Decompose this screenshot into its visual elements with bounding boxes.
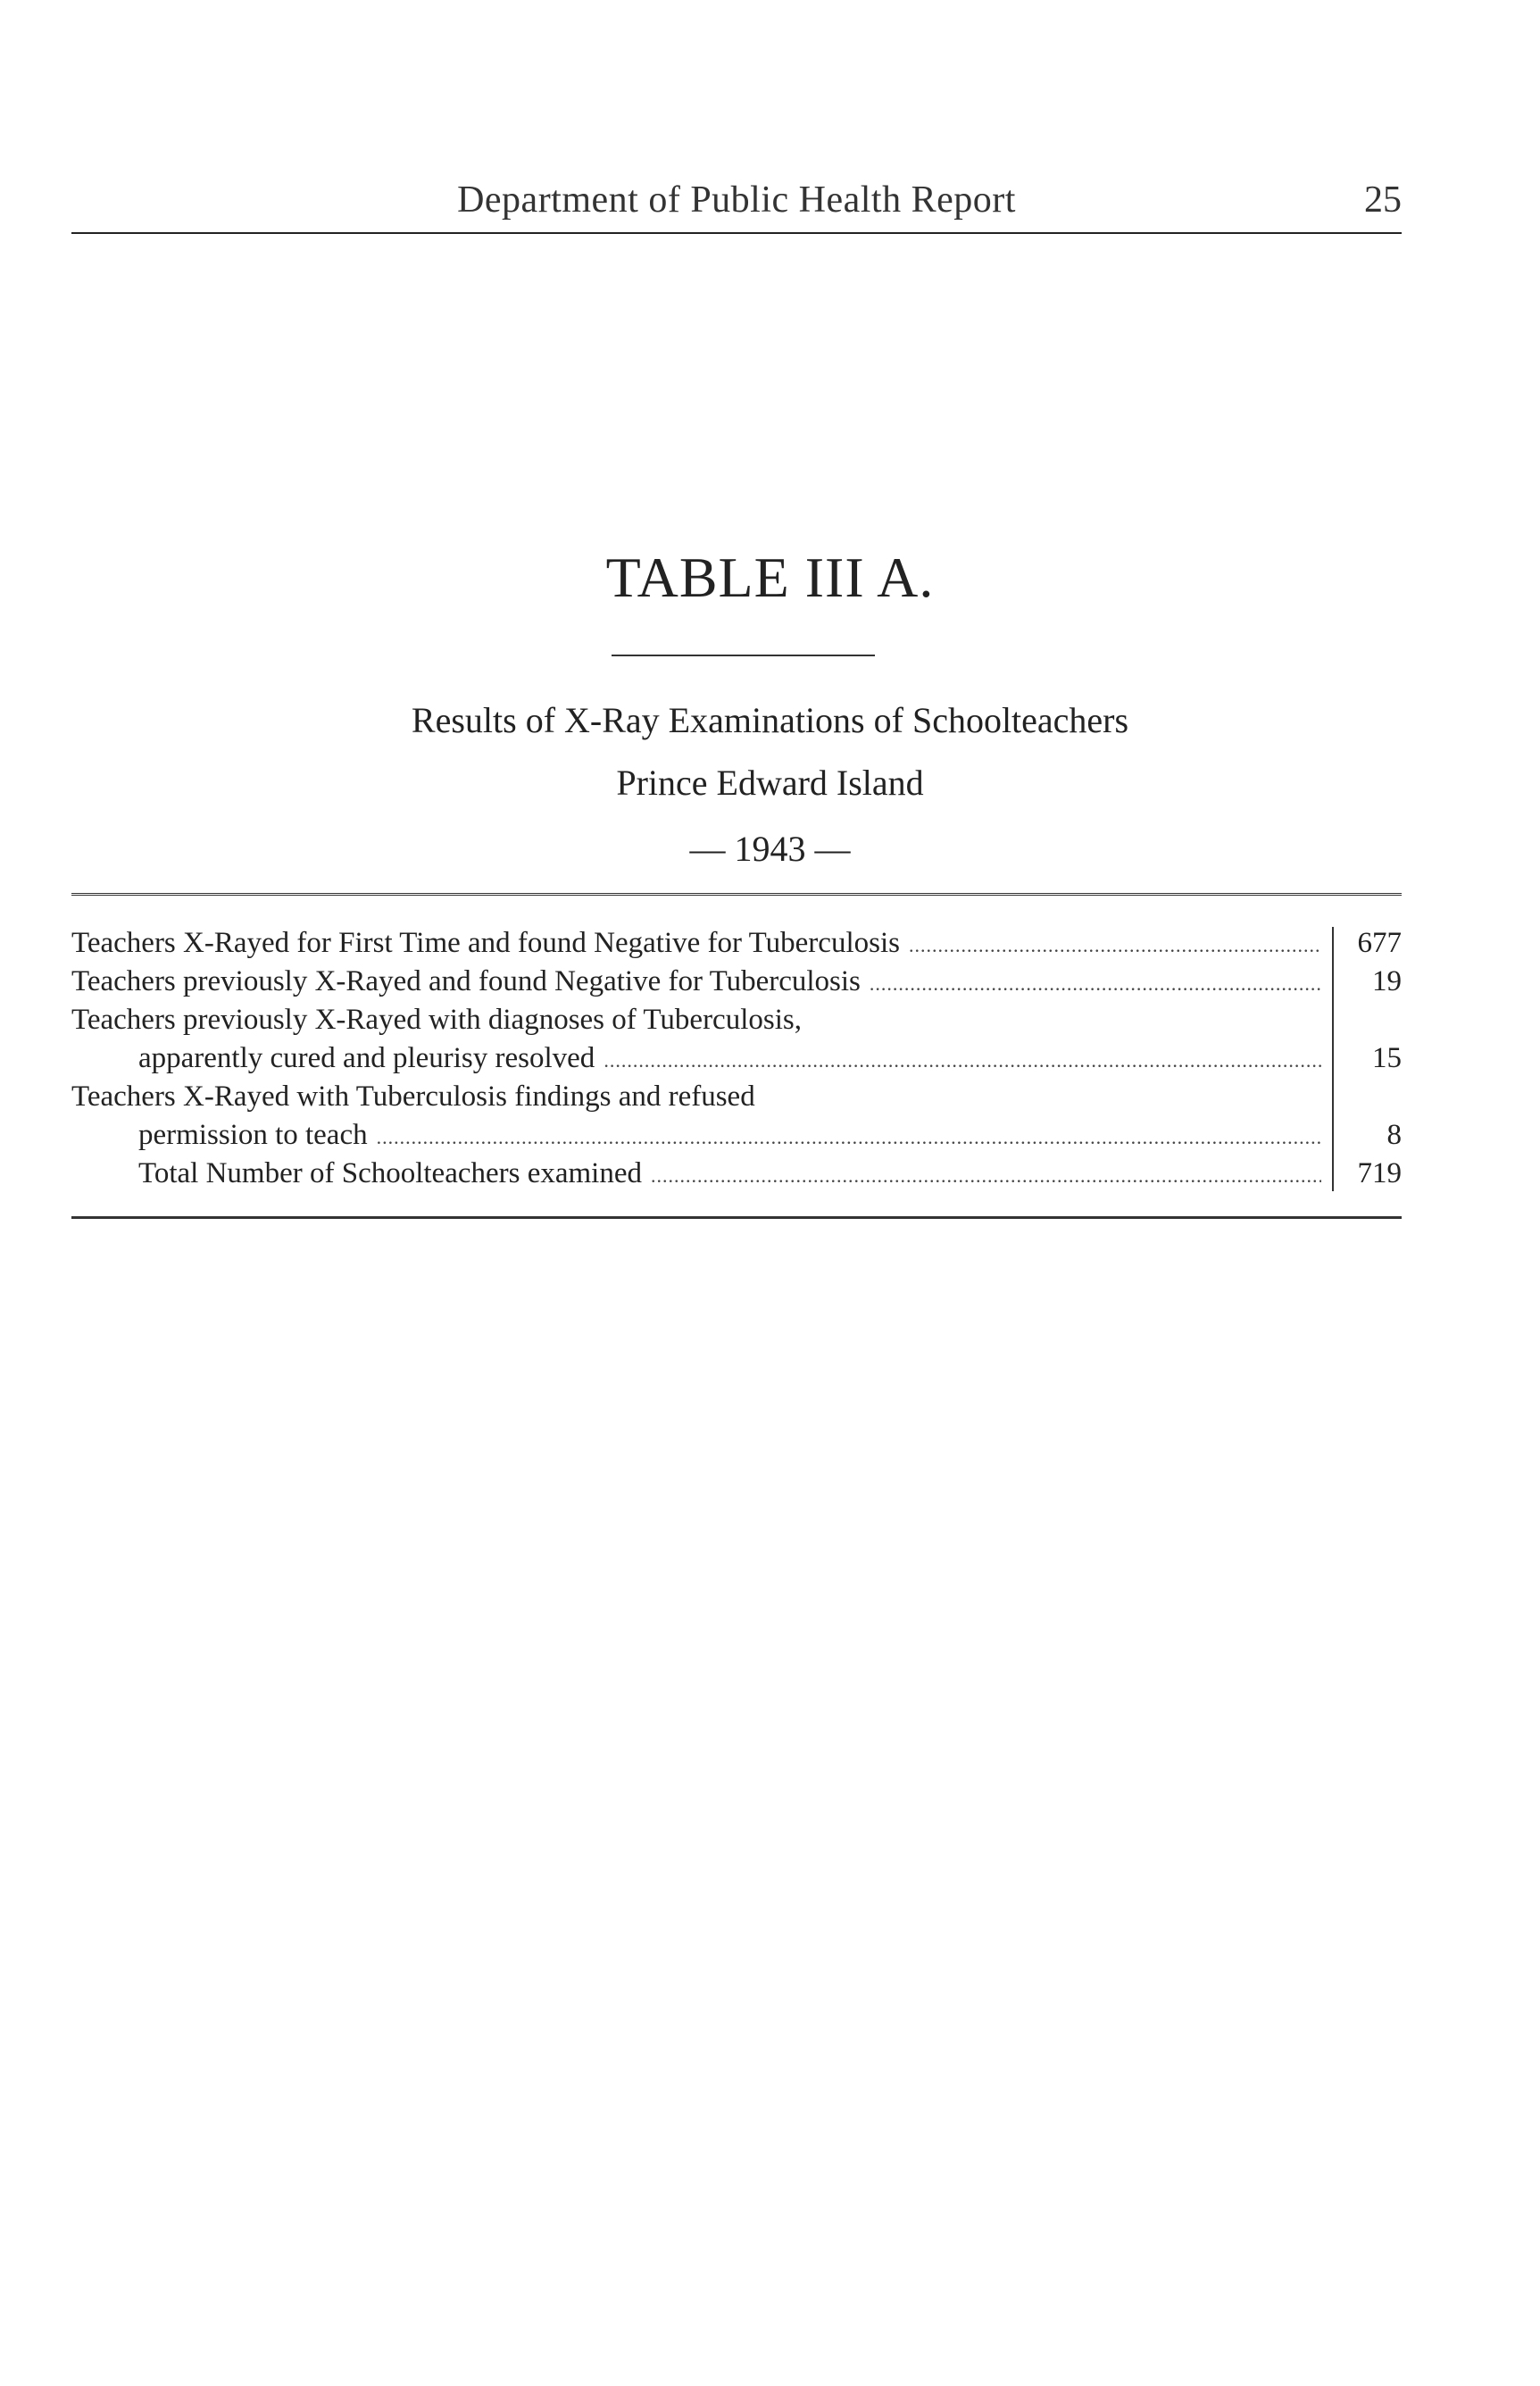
- row-label-text: permission to teach: [138, 1119, 368, 1151]
- table-row-continuation: [71, 1042, 1402, 1080]
- table-title: TABLE III A.: [605, 546, 935, 609]
- table-row: [71, 1080, 1402, 1119]
- row-value: 19: [1372, 965, 1402, 997]
- table-row: [71, 1004, 1402, 1042]
- leader-dots: [651, 1164, 1321, 1188]
- row-value: 8: [1386, 1119, 1402, 1151]
- row-label: [71, 1157, 1321, 1190]
- row-label-text: apparently cured and pleurisy resolved: [138, 1042, 595, 1074]
- row-label: [71, 1004, 1321, 1037]
- table-total-row: [71, 1157, 1402, 1196]
- row-label-text: Teachers X-Rayed for First Time and found Negative for Tuberculosis: [71, 927, 900, 959]
- table-top-rule: [71, 893, 1402, 896]
- row-value: 15: [1372, 1042, 1402, 1074]
- table-subtitle: Results of X-Ray Examinations of Schoolteachers: [411, 700, 1129, 740]
- results-table: [71, 927, 1402, 1196]
- total-value: 719: [1357, 1157, 1402, 1189]
- table-year: — 1943 —: [689, 829, 851, 869]
- row-label-text: Teachers X-Rayed with Tuberculosis findings and refused: [71, 1080, 755, 1113]
- leader-dots: [909, 934, 1321, 957]
- row-label: [71, 927, 1321, 960]
- row-value: 677: [1357, 927, 1402, 959]
- leader-dots: [870, 972, 1321, 996]
- row-label: [71, 965, 1321, 998]
- row-label: [71, 1080, 1321, 1114]
- row-label: [71, 1119, 1321, 1152]
- title-divider: [612, 655, 875, 656]
- table-row: [71, 965, 1402, 1004]
- leader-dots: [377, 1126, 1321, 1149]
- table-bottom-rule: [71, 1216, 1402, 1219]
- page-number: 25: [1364, 179, 1402, 221]
- page-header: [71, 177, 1402, 234]
- row-label-text: Teachers previously X-Rayed and found Negative for Tuberculosis: [71, 965, 861, 997]
- leader-dots: [604, 1049, 1321, 1072]
- table-row: [71, 927, 1402, 965]
- table-row-continuation: [71, 1119, 1402, 1157]
- running-title: Department of Public Health Report: [457, 179, 1016, 221]
- row-label: [71, 1042, 1321, 1075]
- row-label-text: Total Number of Schoolteachers examined: [138, 1157, 642, 1189]
- table-location: Prince Edward Island: [616, 763, 924, 803]
- row-label-text: Teachers previously X-Rayed with diagnoses of Tuberculosis,: [71, 1004, 802, 1036]
